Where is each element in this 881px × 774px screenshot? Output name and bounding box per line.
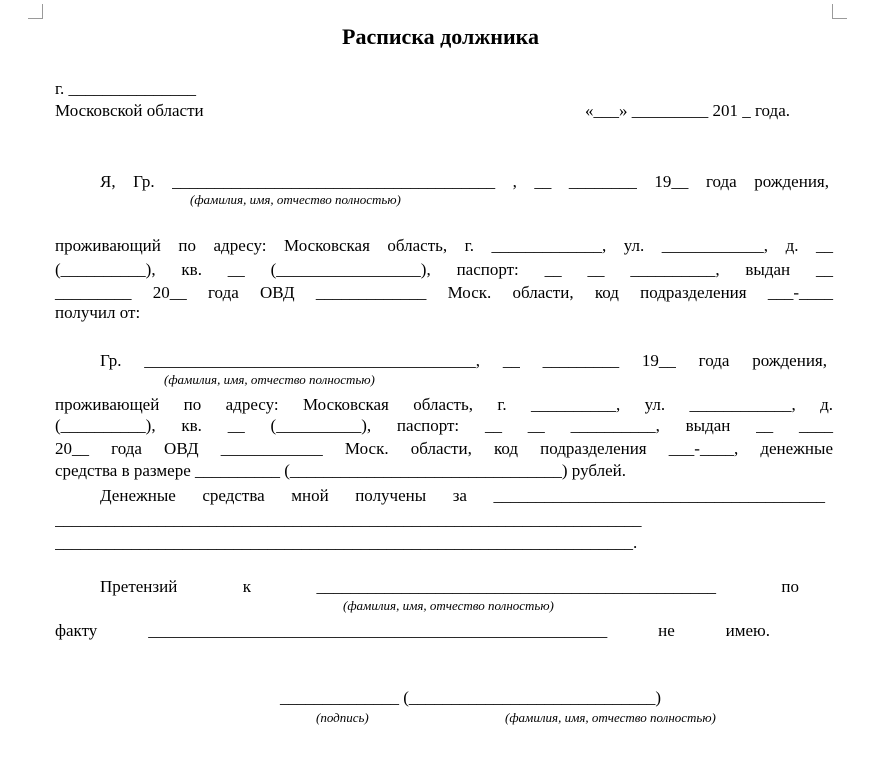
purpose-line-3: ____________________________________________________________________. <box>55 533 638 552</box>
debtor-name-hint: (фамилия, имя, отчество полностью) <box>190 192 401 207</box>
creditor-line-2: проживающей по адресу: Московская область, г. __________, ул. ____________, д. <box>55 395 833 414</box>
signature-line: ______________ (_____________________________) <box>280 688 662 707</box>
creditor-name-hint: (фамилия, имя, отчество полностью) <box>164 372 375 387</box>
debtor-line-1: Я, Гр. ______________________________________ , __ ________ 19__ года рождения, <box>100 172 829 191</box>
debtor-line-4: _________ 20__ года ОВД _____________ Моск. области, код подразделения ___-____ <box>55 283 833 302</box>
debtor-line-3: (__________), кв. __ (_________________), паспорт: __ __ __________, выдан __ <box>55 260 833 279</box>
creditor-line-4: 20__ года ОВД ____________ Моск. области, код подразделения ___-____, денежные <box>55 439 833 458</box>
date-field: «___» _________ 201 _ года. <box>585 101 791 120</box>
claims-name-hint: (фамилия, имя, отчество полностью) <box>343 598 554 613</box>
debtor-line-2: проживающий по адресу: Московская область, г. _____________, ул. ____________, д. __ <box>55 236 833 255</box>
claims-line-1: Претензий к _______________________________________________ по <box>100 577 799 596</box>
city-field: г. _______________ <box>55 79 197 98</box>
purpose-line-2: _____________________________________________________________________ <box>55 510 642 529</box>
creditor-line-1: Гр. _______________________________________, __ _________ 19__ года рождения, <box>100 351 827 370</box>
creditor-line-5: средства в размере __________ (________________________________) рублей. <box>55 461 626 480</box>
purpose-line-1: Денежные средства мной получены за _______________________________________ <box>100 486 825 505</box>
creditor-line-3: (__________), кв. __ (__________), паспорт: __ __ __________, выдан __ ____ <box>55 416 833 435</box>
region-text: Московской области <box>55 101 204 120</box>
debtor-line-5: получил от: <box>55 303 141 322</box>
signature-name-hint: (фамилия, имя, отчество полностью) <box>505 710 716 725</box>
claims-line-2: факту ______________________________________________________ не имею. <box>55 621 770 640</box>
signature-hint: (подпись) <box>316 710 369 725</box>
document-title: Расписка должника <box>342 24 539 49</box>
